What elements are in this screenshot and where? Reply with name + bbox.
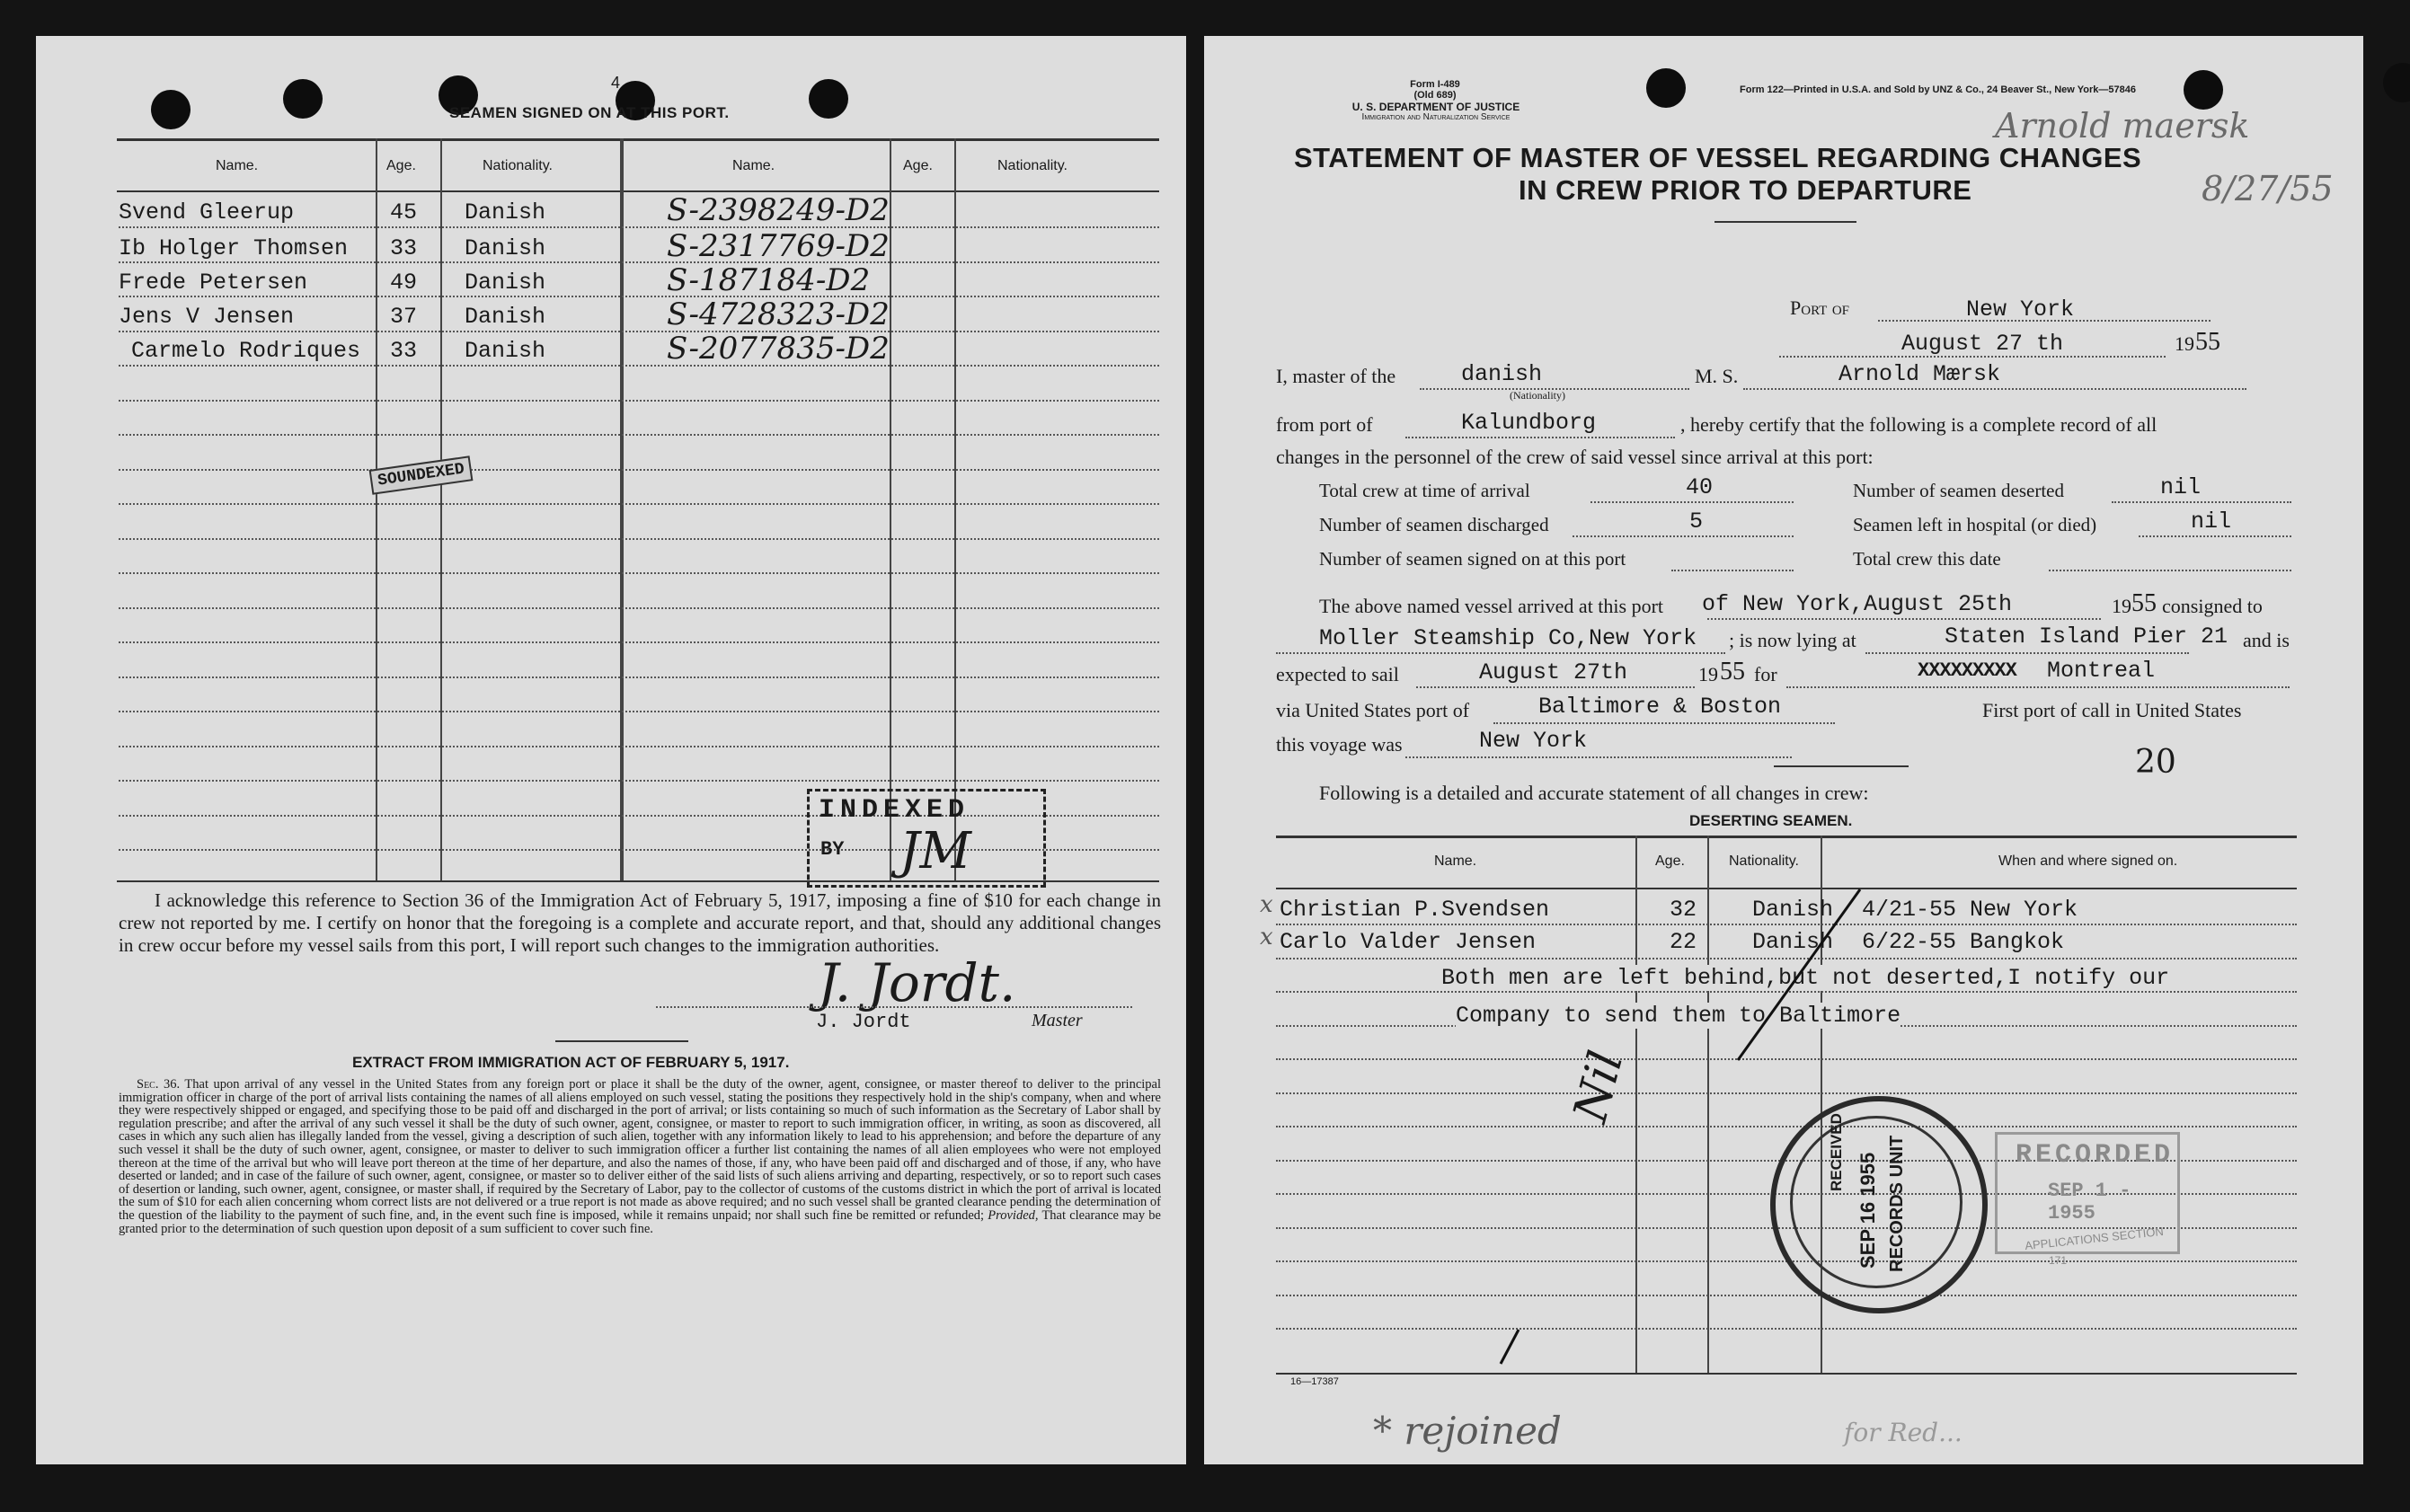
col-header-age-2: Age. — [903, 158, 933, 173]
ruled-line — [119, 226, 1159, 228]
master-of-label: I, master of the — [1276, 365, 1396, 387]
seaman-nationality: Danish — [465, 199, 546, 225]
col-header-name-2: Name. — [732, 158, 775, 173]
sail-year: 55 — [1720, 658, 1745, 685]
ruled-line — [119, 469, 1159, 471]
seaman-document-number: S-2317769-D2 — [667, 228, 890, 264]
deserter-name: Carlo Valder Jensen — [1280, 929, 1537, 955]
discharged-value: 5 — [1689, 508, 1704, 535]
first-port-label: First port of call in United States — [1982, 699, 2242, 721]
vessel-name: Arnold Mærsk — [1839, 361, 2001, 387]
handwritten-faint-note: for Red... — [1844, 1418, 1963, 1447]
seaman-document-number: S-2398249-D2 — [667, 192, 890, 228]
ruled-line — [119, 711, 1159, 712]
seaman-age: 33 — [390, 235, 418, 261]
left-page — [36, 36, 1186, 1464]
year-value: 55 — [2195, 328, 2220, 356]
signed-on-label: Number of seamen signed on at this port — [1319, 548, 1626, 570]
footer-form-code: 16—17387 — [1290, 1376, 1339, 1387]
form-number: Form I-489 — [1410, 79, 1460, 90]
row-mark: x — [1260, 891, 1273, 918]
following-text: Following is a detailed and accurate statement of all changes in crew: — [1319, 782, 1869, 804]
deserter-name: Christian P.Svendsen — [1280, 897, 1550, 923]
seaman-name: Svend Gleerup — [119, 199, 295, 225]
for-label: for — [1754, 663, 1777, 685]
indexed-stamp-initials: JM — [899, 822, 971, 880]
seaman-name: Frede Petersen — [119, 270, 308, 296]
stamp-records-unit: RECORDS UNIT — [1887, 1135, 1907, 1272]
handwritten-date: 8/27/55 — [2202, 169, 2334, 208]
indexed-stamp-by: BY — [820, 838, 845, 861]
section-body: That upon arrival of any vessel in the United States from any foreign port or place it shall be the duty of the owner, agent, consignee, or master thereof to deliver to the principal immigration officer in charge of the port of arrival lists containing the names of all aliens employed on such vessel, stating the positions they respectively hold in the ship's company, when and where they were respectively shipped or engaged, and specifying those to be paid off and discharged in the port of arrival; or lists containing so much of such information as the Secretary of Labor shall by regulation prescribe; and after the arrival of any such vessel it shall be the duty of such owner, agent, consignee, or master to report to such immigration officer, in writing, as soon as discovered, all cases in which any such alien has illegally landed from the vessel, giving a description of such alien, together with any information likely to lead to his apprehension; and before the departure of any such vessel it shall be the duty of such owner, agent, consignee, or master to deliver to such immigration officer a further list containing the names of all alien employees who were not employed thereon at the time of the arrival but who will leave port thereon at the time of her departure, and also the names of those, if any, who have been paid off and discharged and of those, if any, who have deserted or landed; and in case of the failure of such owner, agent, consignee, or master so to deliver either of the said lists of such aliens arriving and departing, respectively, or so to report such cases of desertion or landing, such owner, agent, consignee, or master shall, if required by the Secretary of Labor, pay to the collector of customs of the customs district in which the port of arrival is located the sum of $10 for each alien concerning whom correct lists are not delivered or a true report is not made as above required; and no such vessel shall be granted clearance pending the determination of the question of the liability to the payment of such fine, and, in the event such fine is imposed, while it remains unpaid; nor shall such fine be remitted or refunded; — [119, 1077, 1162, 1223]
section-label: Sec. 36. — [137, 1077, 181, 1092]
deserted-value: nil — [2160, 474, 2202, 500]
deserter-signed-on: 4/21-55 New York — [1862, 897, 2078, 923]
voyage-value: New York — [1479, 728, 1588, 754]
stamp-applications-code: 171 — [2049, 1254, 2068, 1267]
deserter-age: 22 — [1670, 929, 1697, 955]
seamen-signed-heading: SEAMEN SIGNED ON AT THIS PORT. — [449, 104, 730, 121]
port-label: Port of — [1790, 296, 1850, 319]
lying-label: ; is now lying at — [1729, 629, 1856, 651]
master-signature: J. Jordt. — [818, 952, 1016, 1013]
punch-hole — [2383, 63, 2410, 102]
arrived-year-prefix: 19 — [2112, 595, 2131, 617]
punch-hole — [151, 90, 190, 129]
deserter-signed-on: 6/22-55 Bangkok — [1862, 929, 2065, 955]
seaman-age: 49 — [390, 270, 418, 296]
indexed-stamp — [807, 789, 1046, 888]
total-arrival-value: 40 — [1686, 474, 1714, 500]
deserter-age: 32 — [1670, 897, 1697, 923]
seaman-document-number: S-187184-D2 — [667, 262, 871, 298]
extract-title: EXTRACT FROM IMMIGRATION ACT OF FEBRUARY 5, 1917. — [352, 1054, 790, 1071]
ruled-line — [119, 746, 1159, 747]
deserting-heading: DESERTING SEAMEN. — [1689, 812, 1853, 829]
table-header-rule — [117, 190, 1159, 192]
row-mark: x — [1260, 924, 1273, 951]
discharged-label: Number of seamen discharged — [1319, 514, 1549, 535]
form-title-line-1: STATEMENT OF MASTER OF VESSEL REGARDING CHANGES — [1294, 142, 2142, 173]
hospital-label: Seamen left in hospital (or died) — [1853, 514, 2097, 535]
handwritten-nil: Nil — [1564, 1045, 1635, 1128]
deserter-nationality: Danish — [1752, 897, 1834, 923]
seaman-name: Carmelo Rodriques — [131, 338, 361, 364]
seaman-nationality: Danish — [465, 270, 546, 296]
desert-col-signed: When and where signed on. — [1998, 853, 2178, 869]
desert-col-nationality: Nationality. — [1729, 853, 1799, 869]
note-line-1: Both men are left behind,but not deserted,I notify our — [1441, 965, 2170, 991]
via-value: Baltimore & Boston — [1538, 694, 1782, 720]
form-title-line-2: IN CREW PRIOR TO DEPARTURE — [1519, 174, 1972, 206]
applications-stamp — [1995, 1132, 2180, 1254]
arrived-label: The above named vessel arrived at this port — [1319, 595, 1664, 617]
master-typed-name: J. Jordt — [816, 1011, 911, 1033]
consigned-label: consigned to — [2162, 595, 2263, 617]
changes-text: changes in the personnel of the crew of said vessel since arrival at this port: — [1276, 446, 1874, 468]
ruled-line — [119, 780, 1159, 782]
sail-value: August 27th — [1479, 659, 1628, 685]
section-provided: Provided, — [988, 1207, 1039, 1223]
handwritten-vessel-name: Arnold maersk — [1995, 106, 2250, 146]
year-prefix: 19 — [2175, 332, 2194, 355]
stamp-received-text: RECEIVED — [1828, 1113, 1845, 1191]
seaman-age: 37 — [390, 304, 418, 330]
punch-hole — [283, 79, 323, 119]
department-name: U. S. DEPARTMENT OF JUSTICE — [1351, 101, 1520, 113]
lying-value: Staten Island Pier 21 — [1945, 623, 2228, 650]
ruled-line — [119, 331, 1159, 332]
consignee: Moller Steamship Co,New York — [1319, 625, 1697, 651]
nationality-caption: (Nationality) — [1510, 389, 1565, 402]
ruled-line — [119, 296, 1159, 297]
sail-year-prefix: 19 — [1698, 663, 1718, 685]
for-value: Montreal — [2047, 658, 2156, 684]
seaman-age: 33 — [390, 338, 418, 364]
page-number: 4 — [611, 74, 621, 92]
seaman-nationality: Danish — [465, 304, 546, 330]
indexed-stamp-text: INDEXED — [819, 795, 970, 826]
ruled-line — [119, 572, 1159, 574]
arrived-value: of New York,August 25th — [1702, 591, 2013, 617]
col-header-name: Name. — [216, 158, 259, 173]
seaman-nationality: Danish — [465, 235, 546, 261]
section-36-text — [119, 1078, 1161, 1235]
seaman-nationality: Danish — [465, 338, 546, 364]
ruled-line — [119, 434, 1159, 436]
deserter-nationality: Danish — [1752, 929, 1834, 955]
section-end: That clearance may be granted prior to the determination of such question upon deposit of a sum sufficient to cover such fine. — [119, 1207, 1161, 1236]
sail-label: expected to sail — [1276, 663, 1399, 685]
handwritten-20: 20 — [2135, 744, 2176, 781]
desert-col-age: Age. — [1655, 853, 1685, 869]
vessel-type: M. S. — [1695, 365, 1739, 387]
vessel-nationality: danish — [1461, 361, 1543, 387]
arrived-year: 55 — [2131, 589, 2157, 617]
stamp-recorded-text: RECORDED — [2016, 1140, 2175, 1171]
service-name: Immigration and Naturalization Service — [1361, 112, 1511, 122]
and-is-label: and is — [2243, 629, 2290, 651]
printer-line: Form 122—Printed in U.S.A. and Sold by UNZ & Co., 24 Beaver St., New York—57846 — [1740, 84, 2136, 95]
seaman-document-number: S-4728323-D2 — [667, 296, 890, 332]
desert-col-name: Name. — [1434, 853, 1477, 869]
stamp-applications-date: SEP 1 - 1955 — [2048, 1180, 2131, 1225]
col-header-nationality-2: Nationality. — [997, 158, 1068, 173]
seaman-age: 45 — [390, 199, 418, 225]
form-old-number: (Old 689) — [1413, 90, 1457, 101]
ruled-line — [119, 641, 1159, 643]
for-struck-out: XXXXXXXXX — [1918, 659, 2016, 682]
seaman-document-number: S-2077835-D2 — [667, 331, 890, 367]
port-value: New York — [1966, 296, 2075, 323]
ruled-line — [119, 365, 1159, 367]
seaman-name: Ib Holger Thomsen — [119, 235, 349, 261]
ruled-line — [119, 400, 1159, 402]
col-header-age: Age. — [386, 158, 416, 173]
punch-hole — [809, 79, 848, 119]
deserted-label: Number of seamen deserted — [1853, 480, 2064, 501]
stamp-received-date: SEP 16 1955 — [1856, 1152, 1879, 1269]
voyage-label: this voyage was — [1276, 733, 1403, 756]
handwritten-rejoined: * rejoined — [1373, 1409, 1562, 1453]
acknowledgement-text: I acknowledge this reference to Section 36 of the Immigration Act of February 5, 1917, imposing a fine of $10 for each change in crew not reported by me. I certify on honor that the foregoing is a complete and accurate report, and that, should any additional changes in crew occur before my vessel sails from this port, I will report such changes to the immigration authorities. — [119, 889, 1161, 956]
certify-text: , hereby certify that the following is a complete record of all — [1680, 413, 2157, 436]
date-value: August 27 th — [1901, 331, 2064, 357]
received-stamp — [1770, 1096, 1988, 1313]
stamp-applications-section: APPLICATIONS SECTION — [2024, 1224, 2165, 1253]
ruled-line — [119, 607, 1159, 609]
total-date-label: Total crew this date — [1853, 548, 2001, 570]
right-page — [1204, 36, 2363, 1464]
total-arrival-label: Total crew at time of arrival — [1319, 480, 1530, 501]
ruled-line — [119, 676, 1159, 678]
col-header-nationality: Nationality. — [483, 158, 553, 173]
hospital-value: nil — [2191, 508, 2232, 535]
ruled-line — [119, 503, 1159, 505]
seaman-name: Jens V Jensen — [119, 304, 295, 330]
from-port-label: from port of — [1276, 413, 1373, 436]
table-top-rule — [117, 138, 1159, 141]
note-line-2: Company to send them to Baltimore — [1456, 1003, 1901, 1029]
from-port-value: Kalundborg — [1461, 410, 1597, 436]
master-label: Master — [1032, 1011, 1083, 1030]
via-label: via United States port of — [1276, 699, 1470, 721]
soundexed-stamp: SOUNDEXED — [369, 455, 474, 494]
ruled-line — [119, 538, 1159, 540]
